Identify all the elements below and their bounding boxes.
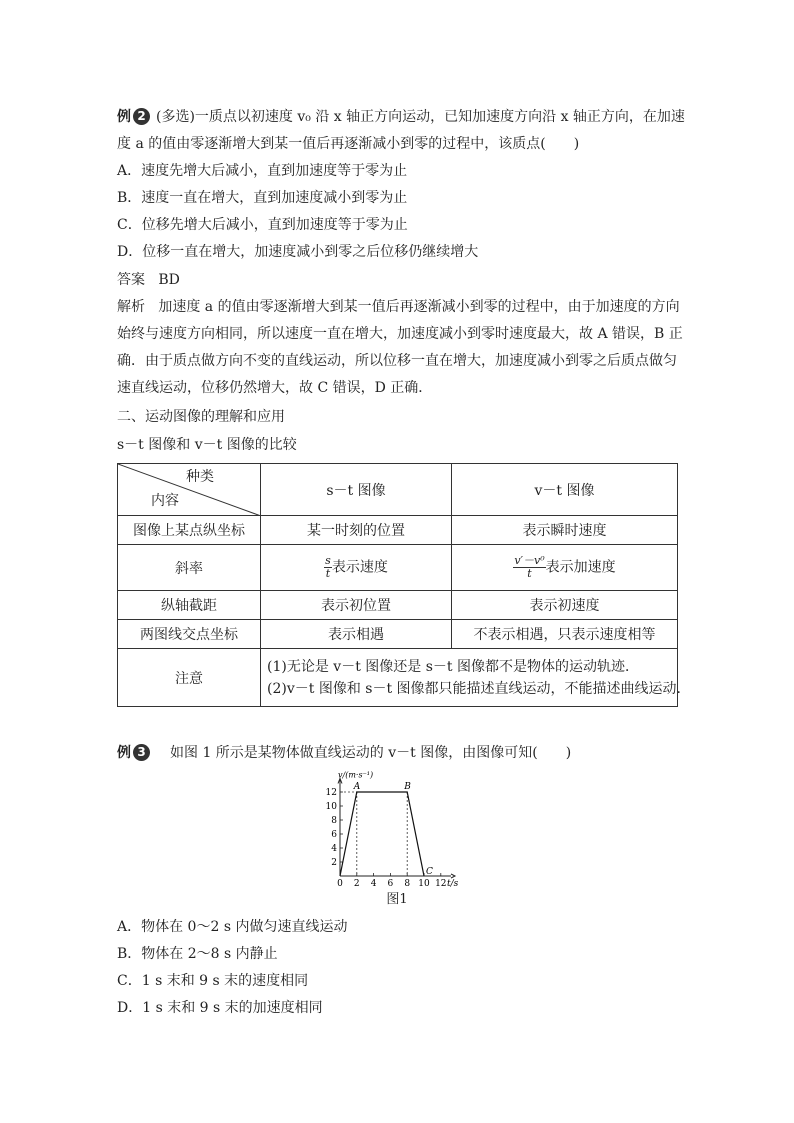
analysis-text-1: 加速度 a 的值由零逐渐增大到某一值后再逐渐减小到零的过程中，由于加速度的方向	[158, 299, 680, 315]
fraction-numerator: v′－v⁰	[514, 554, 545, 567]
y-axis-label: v/(m·s⁻¹)	[338, 770, 374, 780]
example3-line	[117, 743, 571, 763]
x-tick-label: 6	[387, 879, 394, 888]
cell-vt-slope	[452, 545, 678, 591]
y-tick-label: 8	[331, 816, 337, 826]
y-tick-label: 12	[325, 788, 337, 798]
table-header-row	[118, 464, 678, 516]
answer-value: BD	[158, 272, 180, 288]
table-row	[118, 591, 678, 620]
row-label: 图像上某点纵坐标	[118, 516, 261, 545]
example2-option-a: A．速度先增大后减小，直到加速度等于零为止	[117, 163, 408, 179]
x-tick-label: 12	[435, 879, 447, 888]
example-number-badge: 3	[133, 744, 150, 761]
note-label: 注意	[118, 649, 261, 707]
fraction-dv-over-t	[513, 555, 545, 580]
analysis-label: 解析	[117, 299, 145, 315]
example-number-badge: 2	[133, 108, 150, 125]
analysis-text-4: 速直线运动，位移仍然增大，故 C 错误，D 正确．	[117, 380, 433, 396]
cell-st: 某一时刻的位置	[261, 516, 452, 545]
header-vt: v－t 图像	[452, 464, 678, 516]
x-tick-label: 2	[353, 879, 360, 888]
x-tick-label: 0	[337, 879, 343, 888]
point-label-b: B	[404, 782, 411, 792]
cell-st-slope	[261, 545, 452, 591]
y-tick-label: 10	[325, 802, 337, 812]
example-label: 例	[117, 109, 131, 125]
comparison-table	[117, 463, 681, 707]
row-label: 斜率	[118, 545, 261, 591]
header-st: s－t 图像	[261, 464, 452, 516]
x-axis-label: t/s	[447, 879, 459, 888]
note-line-1: (1)无论是 v－t 图像还是 s－t 图像都不是物体的运动轨迹．	[267, 658, 639, 675]
velocity-line	[340, 792, 424, 876]
example2-option-d: D．位移一直在增大，加速度减小到零之后位移仍继续增大	[117, 244, 479, 260]
table-note-row	[118, 649, 678, 707]
section-subheading: s－t 图像和 v－t 图像的比较	[117, 437, 297, 453]
answer-label: 答案	[117, 272, 145, 288]
cell-vt: 表示瞬时速度	[452, 516, 678, 545]
example3-option-c: C．1 s 末和 9 s 末的速度相同	[117, 973, 309, 989]
row-label: 纵轴截距	[118, 591, 261, 620]
example3-option-a: A．物体在 0～2 s 内做匀速直线运动	[117, 919, 348, 935]
corner-label-type: 种类	[186, 469, 214, 485]
cell-vt: 表示初速度	[452, 591, 678, 620]
table-corner-cell	[118, 464, 261, 516]
fraction-denominator: t	[325, 567, 331, 580]
fraction-numerator: s	[325, 554, 331, 567]
table-row	[118, 620, 678, 649]
example3-question: 如图 1 所示是某物体做直线运动的 v－t 图像，由图像可知( )	[170, 745, 572, 761]
figure-caption: 图1	[386, 892, 408, 907]
section-heading: 二、运动图像的理解和应用	[117, 409, 285, 425]
x-axis-arrow	[451, 874, 455, 878]
x-tick-label: 10	[418, 879, 430, 888]
table-row-slope	[118, 545, 678, 591]
x-tick-label: 4	[370, 879, 377, 888]
note-content	[261, 649, 681, 707]
fraction-s-over-t	[324, 555, 332, 580]
example2-question-line2: 度 a 的值由零逐渐增大到某一值后再逐渐减小到零的过程中，该质点( )	[117, 136, 580, 152]
slope-st-text: 表示速度	[331, 559, 388, 576]
note-line-2: (2)v－t 图像和 s－t 图像都只能描述直线运动，不能描述曲线运动.	[267, 680, 681, 697]
example-label: 例	[117, 745, 131, 761]
x-tick-label: 8	[404, 879, 411, 888]
point-label-c: C	[426, 867, 433, 877]
example2-option-b: B．速度一直在增大，直到加速度减小到零为止	[117, 190, 408, 206]
y-tick-label: 6	[331, 830, 337, 840]
cell-st: 表示相遇	[261, 620, 452, 649]
row-label: 两图线交点坐标	[118, 620, 261, 649]
answer-line	[117, 270, 180, 290]
analysis-line1	[117, 297, 680, 317]
analysis-text-3: 确．由于质点做方向不变的直线运动，所以位移一直在增大，加速度减小到零之后质点做匀	[117, 353, 677, 369]
vt-graph	[312, 768, 492, 888]
example3-option-b: B．物体在 2～8 s 内静止	[117, 946, 278, 962]
corner-label-content: 内容	[151, 493, 179, 509]
example2-option-c: C．位移先增大后减小，直到加速度等于零为止	[117, 217, 408, 233]
y-tick-label: 4	[331, 844, 337, 854]
analysis-text-2: 始终与速度方向相同，所以速度一直在增大，加速度减小到零时速度最大，故 A 错误，B 正	[117, 326, 683, 342]
y-tick-label: 2	[331, 858, 337, 868]
example3-option-d: D．1 s 末和 9 s 末的加速度相同	[117, 1000, 323, 1016]
cell-vt: 不表示相遇，只表示速度相等	[452, 620, 678, 649]
point-label-a: A	[353, 782, 361, 792]
slope-vt-text: 表示加速度	[545, 559, 616, 576]
table-row	[118, 516, 678, 545]
example2-line1	[117, 107, 685, 127]
cell-st: 表示初位置	[261, 591, 452, 620]
fraction-denominator: t	[527, 567, 532, 580]
example2-question-line1: (多选)一质点以初速度 v₀ 沿 x 轴正方向运动，已知加速度方向沿 x 轴正方向，在加速	[156, 109, 685, 125]
